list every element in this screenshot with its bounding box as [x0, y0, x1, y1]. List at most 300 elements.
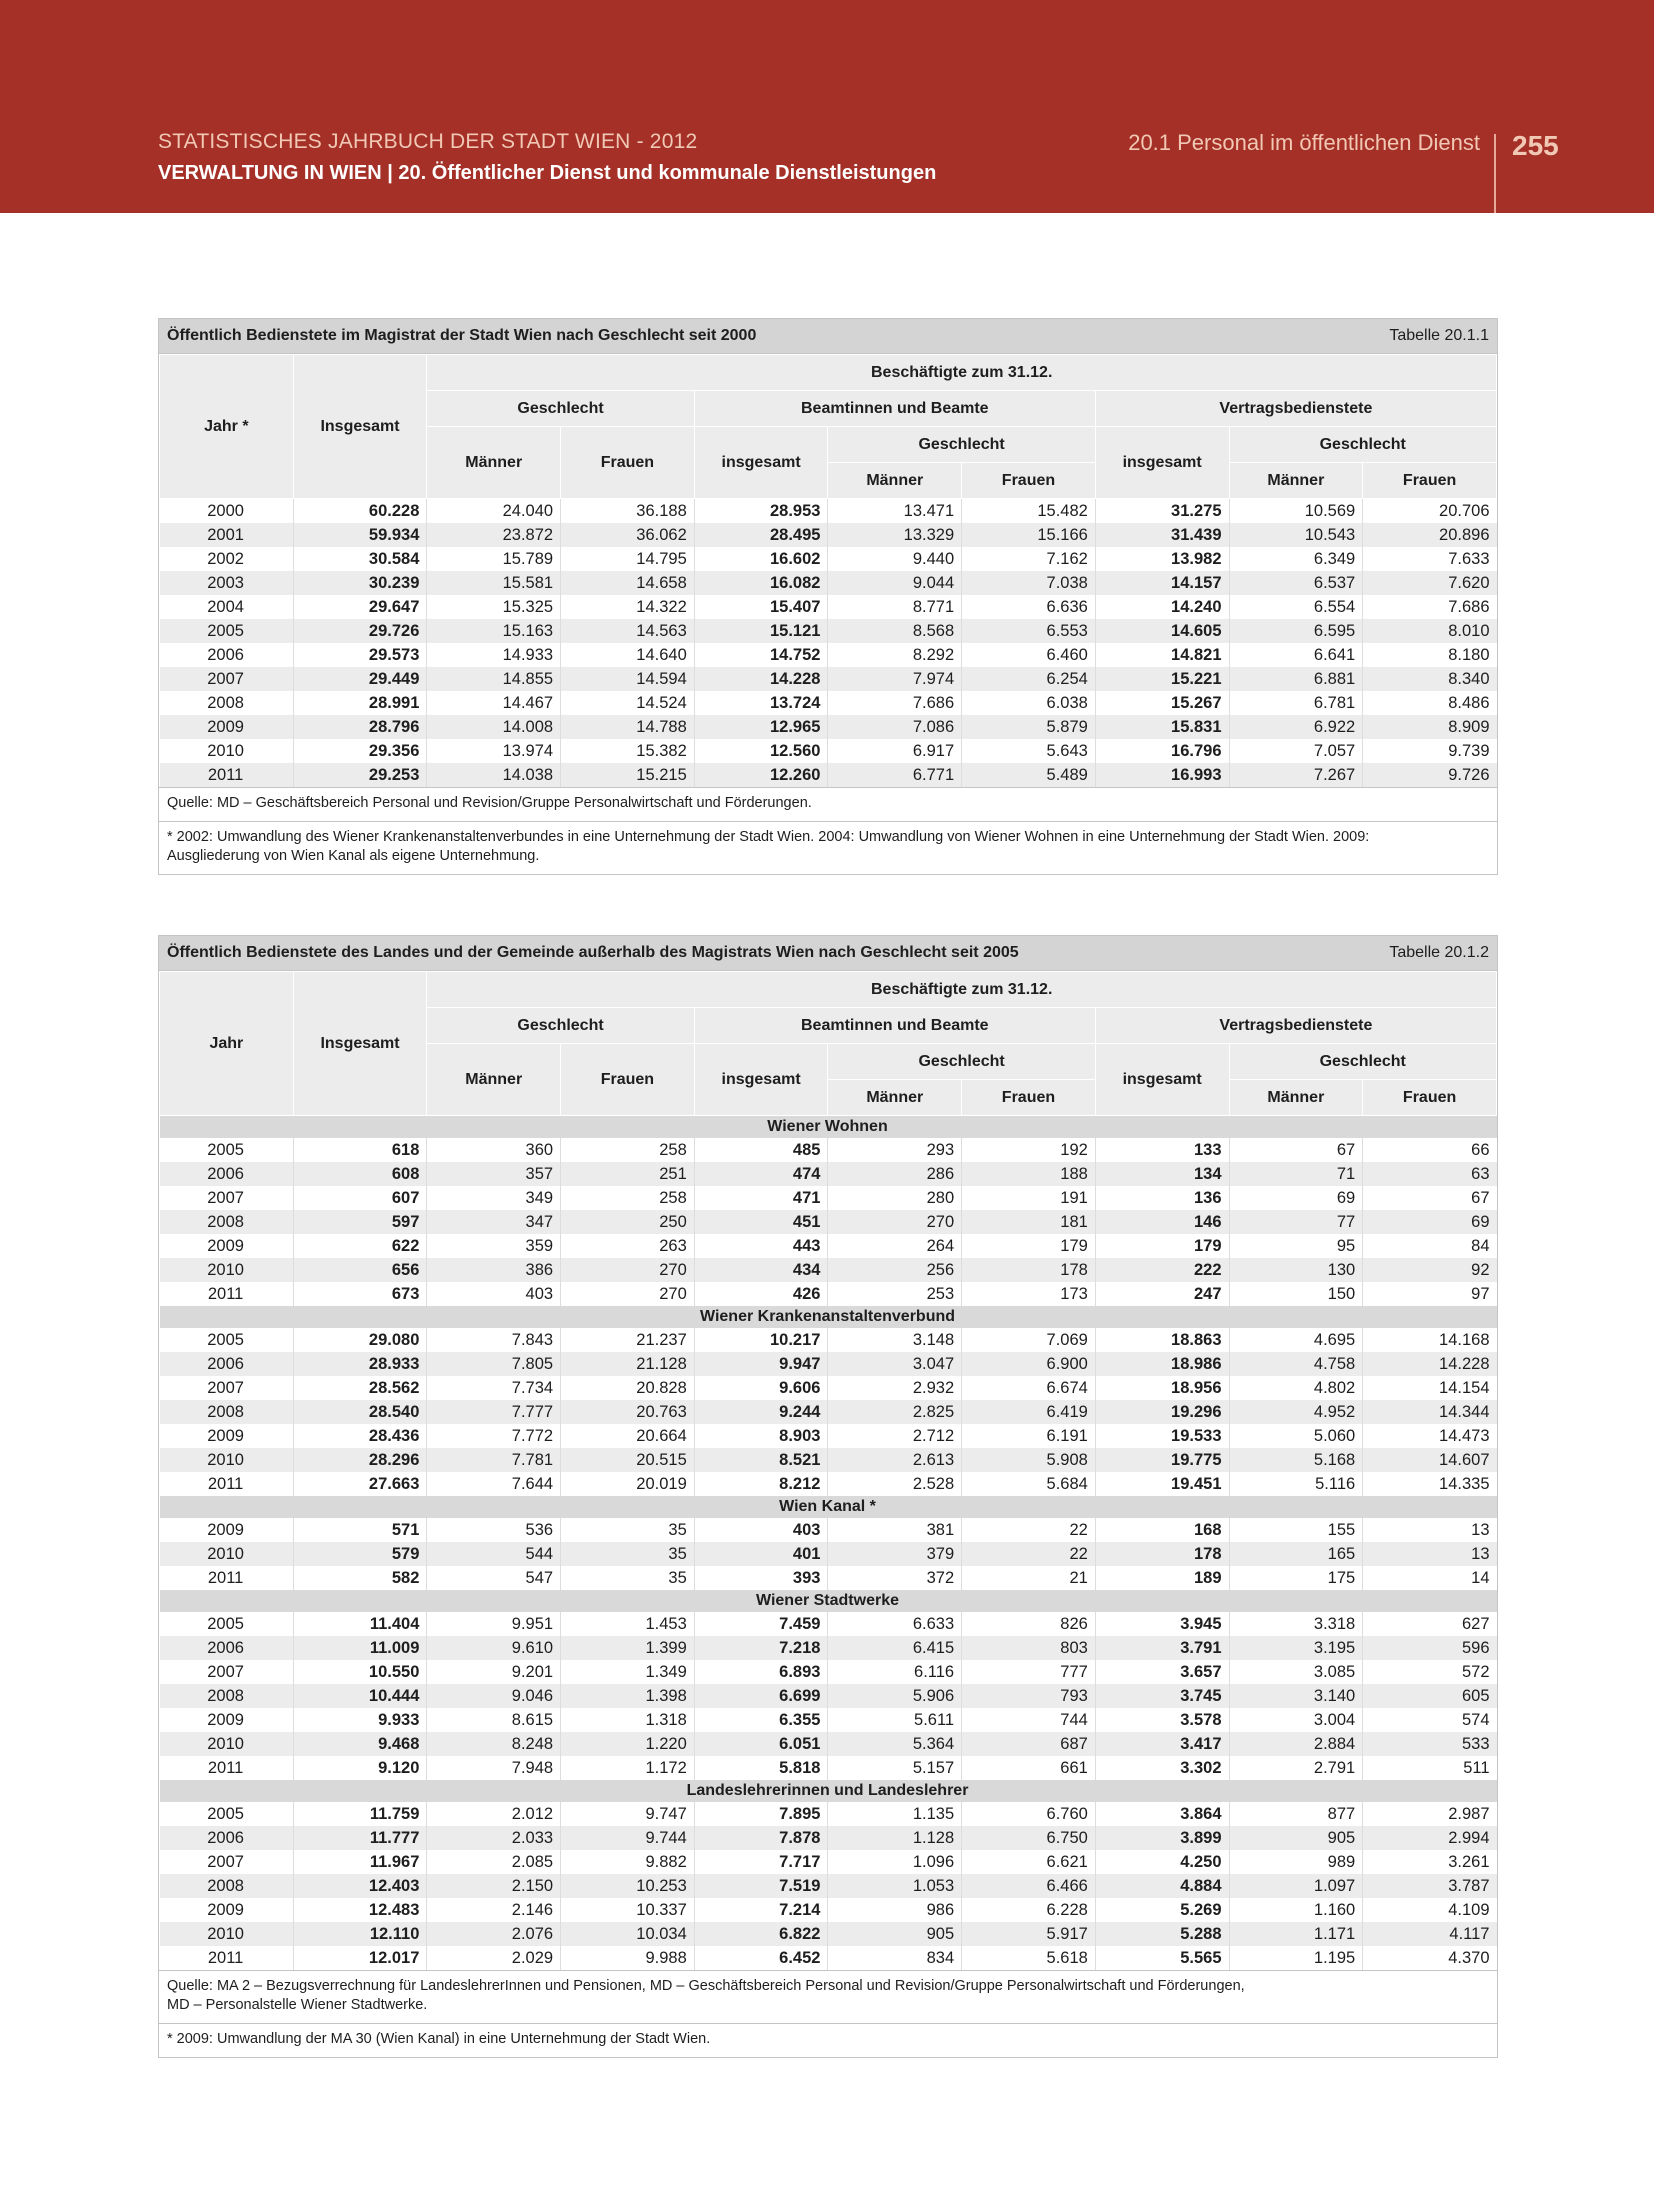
table-row [160, 1612, 1497, 1636]
table-row [160, 1708, 1497, 1732]
table-row [160, 1660, 1497, 1684]
chapter-title: VERWALTUNG IN WIEN | 20. Öffentlicher Dienst und kommunale Dienstleistungen [158, 162, 937, 184]
value-cell: 360 [427, 1138, 561, 1162]
value-cell: 30.584 [293, 547, 427, 571]
year-cell: 2010 [160, 1542, 294, 1566]
year-cell: 2011 [160, 763, 294, 787]
source-text: Quelle: MA 2 – Bezugsverrechnung für LandeslehrerInnen und Pensionen, MD – Geschäftsbereich Personal und Revision/Gruppe Personalwirtschaft und Förderungen, MD – Personalstelle Wiener Stadtwerke. [167, 1978, 1245, 2013]
group-header-row [160, 1116, 1497, 1139]
col-vertrag-frauen: Frauen [1363, 1080, 1497, 1116]
year-cell: 2007 [160, 1186, 294, 1210]
value-cell: 6.595 [1229, 619, 1363, 643]
value-cell: 2.029 [427, 1946, 561, 1970]
value-cell: 2.825 [828, 1400, 962, 1424]
col-vertrag: Vertragsbedienstete [1095, 391, 1496, 427]
value-cell: 9.468 [293, 1732, 427, 1756]
value-cell: 5.157 [828, 1756, 962, 1780]
value-cell: 7.734 [427, 1376, 561, 1400]
value-cell: 19.775 [1095, 1448, 1229, 1472]
value-cell: 4.370 [1448, 1948, 1490, 1967]
value-cell: 69 [1363, 1210, 1497, 1234]
value-cell: 2.932 [828, 1376, 962, 1400]
table-row [160, 1636, 1497, 1660]
value-cell: 71 [1229, 1162, 1363, 1186]
value-cell: 1.349 [561, 1660, 695, 1684]
value-cell: 69 [1229, 1186, 1363, 1210]
value-cell: 63 [1363, 1162, 1497, 1186]
value-cell: 379 [828, 1542, 962, 1566]
section-title: 20.1 Personal im öffentlichen Dienst [1128, 130, 1480, 155]
value-cell: 179 [962, 1234, 1096, 1258]
value-cell: 661 [962, 1756, 1096, 1780]
col-frauen: Frauen [561, 427, 695, 499]
value-cell: 1.097 [1229, 1874, 1363, 1898]
value-cell: 536 [427, 1518, 561, 1542]
value-cell: 13 [1471, 1520, 1490, 1539]
value-cell: 15.407 [694, 595, 828, 619]
value-cell: 826 [962, 1612, 1096, 1636]
value-cell: 596 [1363, 1636, 1497, 1660]
year-cell: 2007 [160, 667, 294, 691]
year-cell: 2006 [160, 1636, 294, 1660]
table-row [160, 1424, 1497, 1448]
value-cell: 14.228 [694, 667, 828, 691]
value-cell: 687 [962, 1732, 1096, 1756]
value-cell: 10.550 [293, 1660, 427, 1684]
value-cell: 5.565 [1095, 1946, 1229, 1970]
value-cell: 22 [962, 1518, 1096, 1542]
col-geschlecht: Geschlecht [427, 391, 694, 427]
value-cell: 5.269 [1095, 1898, 1229, 1922]
value-cell: 16.993 [1095, 763, 1229, 787]
value-cell: 16.082 [694, 571, 828, 595]
table-row [160, 1826, 1497, 1850]
table-row [160, 1328, 1497, 1352]
value-cell: 14.855 [427, 667, 561, 691]
value-cell: 189 [1095, 1566, 1229, 1590]
value-cell: 20.664 [561, 1424, 695, 1448]
value-cell: 250 [561, 1210, 695, 1234]
value-cell: 9.201 [427, 1660, 561, 1684]
value-cell: 403 [694, 1518, 828, 1542]
value-cell: 3.791 [1095, 1636, 1229, 1660]
col-beamte: Beamtinnen und Beamte [694, 1008, 1095, 1044]
value-cell: 20.706 [1439, 501, 1490, 520]
value-cell: 286 [828, 1162, 962, 1186]
value-cell: 14.157 [1095, 571, 1229, 595]
col-jahr: Jahr [160, 972, 294, 1116]
col-beamte-geschlecht: Geschlecht [828, 427, 1095, 463]
value-cell: 656 [293, 1258, 427, 1282]
value-cell: 7.620 [1363, 571, 1497, 595]
value-cell: 13.982 [1095, 547, 1229, 571]
value-cell: 5.288 [1095, 1922, 1229, 1946]
value-cell: 270 [828, 1210, 962, 1234]
value-cell: 29.647 [293, 595, 427, 619]
value-cell: 1.399 [561, 1636, 695, 1660]
value-cell: 3.899 [1095, 1826, 1229, 1850]
value-cell: 8.340 [1363, 667, 1497, 691]
value-cell: 130 [1229, 1258, 1363, 1282]
value-cell: 14.752 [694, 643, 828, 667]
value-cell: 67 [1229, 1138, 1363, 1162]
value-cell: 15.215 [561, 763, 695, 787]
value-cell: 8.248 [427, 1732, 561, 1756]
value-cell: 188 [962, 1162, 1096, 1186]
table-title-bar [159, 936, 1497, 971]
value-cell: 15.163 [427, 619, 561, 643]
value-cell: 618 [293, 1138, 427, 1162]
value-cell: 11.777 [293, 1826, 427, 1850]
value-cell: 3.195 [1229, 1636, 1363, 1660]
value-cell: 359 [427, 1234, 561, 1258]
value-cell: 905 [828, 1922, 962, 1946]
page-header [0, 0, 1654, 213]
value-cell: 357 [427, 1162, 561, 1186]
value-cell: 1.160 [1229, 1898, 1363, 1922]
value-cell: 9.610 [427, 1636, 561, 1660]
value-cell: 6.051 [694, 1732, 828, 1756]
value-cell: 10.337 [561, 1898, 695, 1922]
table-row [160, 595, 1497, 619]
year-cell: 2010 [160, 1258, 294, 1282]
table-number: Tabelle 20.1.1 [1389, 327, 1489, 344]
value-cell: 627 [1461, 1614, 1490, 1633]
col-beamte-geschlecht: Geschlecht [828, 1044, 1095, 1080]
value-cell: 28.495 [694, 523, 828, 547]
value-cell: 12.483 [293, 1898, 427, 1922]
col-vertrag-insgesamt: insgesamt [1095, 1044, 1229, 1116]
col-vertrag-maenner: Männer [1229, 463, 1363, 499]
value-cell: 7.162 [962, 547, 1096, 571]
value-cell: 1.172 [561, 1756, 695, 1780]
value-cell: 834 [828, 1946, 962, 1970]
value-cell: 7.948 [427, 1756, 561, 1780]
value-cell: 1.220 [561, 1732, 695, 1756]
value-cell: 10.444 [293, 1684, 427, 1708]
value-cell: 5.611 [828, 1708, 962, 1732]
value-cell: 12.403 [293, 1874, 427, 1898]
value-cell: 7.644 [427, 1472, 561, 1496]
value-cell: 622 [293, 1234, 427, 1258]
value-cell: 14.154 [1439, 1378, 1490, 1397]
value-cell: 7.459 [694, 1612, 828, 1636]
value-cell: 2.012 [427, 1802, 561, 1826]
value-cell: 15.121 [694, 619, 828, 643]
col-beamte-insgesamt: insgesamt [694, 1044, 828, 1116]
table-row [160, 1282, 1497, 1306]
value-cell: 7.781 [427, 1448, 561, 1472]
table-row [160, 1566, 1497, 1590]
value-cell: 28.540 [293, 1400, 427, 1424]
year-cell: 2011 [160, 1946, 294, 1970]
value-cell: 9.882 [561, 1850, 695, 1874]
table-row [160, 691, 1497, 715]
col-jahr: Jahr * [160, 355, 294, 499]
year-cell: 2007 [160, 1376, 294, 1400]
value-cell: 247 [1095, 1282, 1229, 1306]
table-row [160, 1850, 1497, 1874]
value-cell: 27.663 [293, 1472, 427, 1496]
value-cell: 6.636 [962, 595, 1096, 619]
value-cell: 251 [561, 1162, 695, 1186]
value-cell: 2.033 [427, 1826, 561, 1850]
value-cell: 14.607 [1363, 1448, 1497, 1472]
value-cell: 6.633 [828, 1612, 962, 1636]
value-cell: 6.038 [962, 691, 1096, 715]
value-cell: 544 [427, 1542, 561, 1566]
table-row [160, 523, 1497, 547]
value-cell: 29.449 [293, 667, 427, 691]
value-cell: 29.356 [293, 739, 427, 763]
value-cell: 95 [1229, 1234, 1363, 1258]
value-cell: 36.062 [561, 523, 695, 547]
value-cell: 673 [293, 1282, 427, 1306]
value-cell: 474 [694, 1162, 828, 1186]
value-cell: 2.146 [427, 1898, 561, 1922]
value-cell: 28.953 [694, 499, 828, 524]
year-cell: 2008 [160, 1874, 294, 1898]
value-cell: 986 [828, 1898, 962, 1922]
value-cell: 6.771 [828, 763, 962, 787]
table-title: Öffentlich Bedienstete im Magistrat der Stadt Wien nach Geschlecht seit 2000 [167, 327, 757, 344]
value-cell: 35 [561, 1542, 695, 1566]
value-cell: 7.805 [427, 1352, 561, 1376]
value-cell: 7.878 [694, 1826, 828, 1850]
value-cell: 60.228 [293, 499, 427, 524]
value-cell: 7.974 [828, 667, 962, 691]
value-cell: 579 [293, 1542, 427, 1566]
value-cell: 7.519 [694, 1874, 828, 1898]
value-cell: 21.237 [561, 1328, 695, 1352]
value-cell: 451 [694, 1210, 828, 1234]
table-title: Öffentlich Bedienstete des Landes und der Gemeinde außerhalb des Magistrats Wien nach Geschlecht seit 2005 [167, 944, 1019, 961]
value-cell: 989 [1229, 1850, 1363, 1874]
table-body [160, 499, 1497, 788]
value-cell: 14.658 [561, 571, 695, 595]
data-table [159, 971, 1497, 1970]
table-footnote [159, 821, 1497, 874]
value-cell: 28.296 [293, 1448, 427, 1472]
group-header-row [160, 1306, 1497, 1328]
value-cell: 9.244 [694, 1400, 828, 1424]
value-cell: 21 [962, 1566, 1096, 1590]
value-cell: 6.893 [694, 1660, 828, 1684]
value-cell: 8.292 [828, 643, 962, 667]
value-cell: 6.760 [962, 1802, 1096, 1826]
value-cell: 24.040 [427, 499, 561, 524]
value-cell: 5.060 [1229, 1424, 1363, 1448]
value-cell: 1.135 [828, 1802, 962, 1826]
value-cell: 6.537 [1229, 571, 1363, 595]
value-cell: 401 [694, 1542, 828, 1566]
col-insgesamt: Insgesamt [293, 355, 427, 499]
value-cell: 608 [293, 1162, 427, 1186]
value-cell: 14.524 [561, 691, 695, 715]
col-beschaeftigte: Beschäftigte zum 31.12. [427, 355, 1497, 391]
value-cell: 7.843 [427, 1328, 561, 1352]
value-cell: 6.349 [1229, 547, 1363, 571]
col-beamte-insgesamt: insgesamt [694, 427, 828, 499]
year-cell: 2006 [160, 643, 294, 667]
group-name: Wiener Stadtwerke [160, 1590, 1497, 1612]
value-cell: 511 [1463, 1758, 1490, 1777]
col-maenner: Männer [427, 427, 561, 499]
value-cell: 13.724 [694, 691, 828, 715]
value-cell: 3.047 [828, 1352, 962, 1376]
value-cell: 3.945 [1095, 1612, 1229, 1636]
year-cell: 2006 [160, 1826, 294, 1850]
col-beamte-frauen: Frauen [962, 463, 1096, 499]
year-cell: 2009 [160, 1898, 294, 1922]
value-cell: 19.451 [1095, 1472, 1229, 1496]
col-insgesamt: Insgesamt [293, 972, 427, 1116]
value-cell: 3.657 [1095, 1660, 1229, 1684]
value-cell: 6.922 [1229, 715, 1363, 739]
value-cell: 59.934 [293, 523, 427, 547]
value-cell: 15.789 [427, 547, 561, 571]
value-cell: 18.863 [1095, 1328, 1229, 1352]
value-cell: 2.613 [828, 1448, 962, 1472]
value-cell: 8.909 [1363, 715, 1497, 739]
value-cell: 426 [694, 1282, 828, 1306]
col-vertrag: Vertragsbedienstete [1095, 1008, 1496, 1044]
table-row [160, 1518, 1497, 1542]
value-cell: 2.791 [1229, 1756, 1363, 1780]
value-cell: 270 [561, 1282, 695, 1306]
col-vertrag-geschlecht: Geschlecht [1229, 427, 1497, 463]
value-cell: 173 [962, 1282, 1096, 1306]
value-cell: 133 [1095, 1138, 1229, 1162]
value-cell: 36.188 [561, 499, 695, 524]
table-row [160, 1138, 1497, 1162]
table-number: Tabelle 20.1.2 [1389, 944, 1489, 961]
value-cell: 8.486 [1448, 693, 1490, 712]
col-beamte-maenner: Männer [828, 463, 962, 499]
value-cell: 20.763 [561, 1400, 695, 1424]
value-cell: 443 [694, 1234, 828, 1258]
value-cell: 9.739 [1448, 741, 1490, 760]
value-cell: 168 [1095, 1518, 1229, 1542]
value-cell: 2.994 [1363, 1826, 1497, 1850]
table-footnote [159, 2023, 1497, 2057]
value-cell: 28.991 [293, 691, 427, 715]
value-cell: 14.168 [1439, 1330, 1490, 1349]
year-cell: 2003 [160, 571, 294, 595]
value-cell: 3.578 [1095, 1708, 1229, 1732]
year-cell: 2006 [160, 1162, 294, 1186]
year-cell: 2009 [160, 1518, 294, 1542]
value-cell: 20.019 [561, 1472, 695, 1496]
value-cell: 15.267 [1095, 691, 1229, 715]
value-cell: 155 [1229, 1518, 1363, 1542]
value-cell: 2.884 [1229, 1732, 1363, 1756]
value-cell: 1.398 [561, 1684, 695, 1708]
value-cell: 15.382 [561, 739, 695, 763]
value-cell: 7.777 [427, 1400, 561, 1424]
value-cell: 9.988 [561, 1946, 695, 1970]
value-cell: 5.684 [962, 1472, 1096, 1496]
value-cell: 9.726 [1363, 763, 1497, 787]
value-cell: 21.128 [561, 1352, 695, 1376]
header-divider [1494, 134, 1496, 213]
table-row [160, 1802, 1497, 1826]
value-cell: 9.933 [293, 1708, 427, 1732]
value-cell: 14.933 [427, 643, 561, 667]
value-cell: 16.796 [1095, 739, 1229, 763]
value-cell: 18.956 [1095, 1376, 1229, 1400]
value-cell: 7.717 [694, 1850, 828, 1874]
value-cell: 3.745 [1095, 1684, 1229, 1708]
value-cell: 35 [561, 1518, 695, 1542]
value-cell: 23.872 [427, 523, 561, 547]
table-row [160, 499, 1497, 524]
table-body [160, 1116, 1497, 1971]
value-cell: 7.772 [427, 1424, 561, 1448]
value-cell: 3.302 [1095, 1756, 1229, 1780]
table-row [160, 1186, 1497, 1210]
value-cell: 97 [1471, 1284, 1490, 1303]
year-cell: 2005 [160, 1612, 294, 1636]
value-cell: 22 [962, 1542, 1096, 1566]
value-cell: 8.615 [427, 1708, 561, 1732]
value-cell: 3.140 [1229, 1684, 1363, 1708]
value-cell: 12.965 [694, 715, 828, 739]
publication-title: STATISTISCHES JAHRBUCH DER STADT WIEN - 2012 [158, 130, 698, 153]
value-cell: 6.781 [1229, 691, 1363, 715]
col-beschaeftigte: Beschäftigte zum 31.12. [427, 972, 1497, 1008]
value-cell: 7.214 [694, 1898, 828, 1922]
col-vertrag-geschlecht: Geschlecht [1229, 1044, 1497, 1080]
value-cell: 6.452 [694, 1946, 828, 1970]
value-cell: 5.917 [962, 1922, 1096, 1946]
value-cell: 5.618 [962, 1946, 1096, 1970]
value-cell: 4.117 [1363, 1922, 1497, 1946]
group-header-row [160, 1590, 1497, 1612]
value-cell: 19.296 [1095, 1400, 1229, 1424]
col-frauen: Frauen [561, 1044, 695, 1116]
year-cell: 2007 [160, 1850, 294, 1874]
value-cell: 6.699 [694, 1684, 828, 1708]
value-cell: 67 [1471, 1188, 1490, 1207]
value-cell: 146 [1095, 1210, 1229, 1234]
value-cell: 7.633 [1448, 549, 1490, 568]
value-cell: 77 [1229, 1210, 1363, 1234]
value-cell: 7.895 [694, 1802, 828, 1826]
table-row [160, 1874, 1497, 1898]
value-cell: 12.560 [694, 739, 828, 763]
year-cell: 2007 [160, 1660, 294, 1684]
value-cell: 5.879 [962, 715, 1096, 739]
value-cell: 347 [427, 1210, 561, 1234]
value-cell: 16.602 [694, 547, 828, 571]
table-row [160, 1448, 1497, 1472]
value-cell: 6.460 [962, 643, 1096, 667]
value-cell: 6.228 [962, 1898, 1096, 1922]
value-cell: 777 [962, 1660, 1096, 1684]
value-cell: 270 [561, 1258, 695, 1282]
value-cell: 253 [828, 1282, 962, 1306]
value-cell: 28.436 [293, 1424, 427, 1448]
value-cell: 293 [828, 1138, 962, 1162]
value-cell: 14.821 [1095, 643, 1229, 667]
table-row [160, 643, 1497, 667]
col-beamte-frauen: Frauen [962, 1080, 1096, 1116]
value-cell: 7.038 [962, 571, 1096, 595]
value-cell: 8.568 [828, 619, 962, 643]
value-cell: 6.554 [1229, 595, 1363, 619]
year-cell: 2002 [160, 547, 294, 571]
